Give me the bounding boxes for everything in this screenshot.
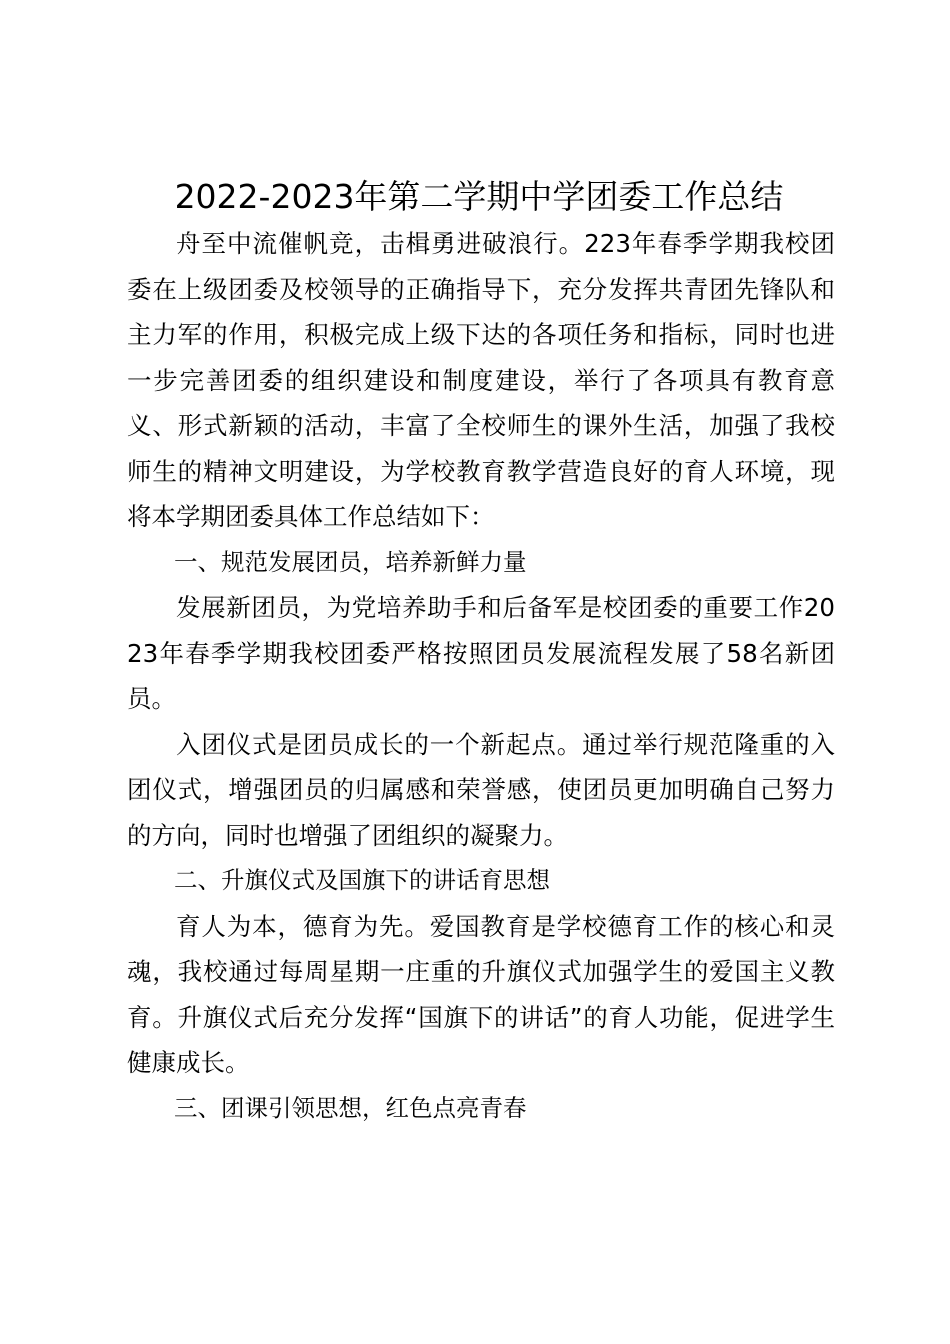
section-1-paragraph-2: 入团仪式是团员成长的一个新起点。通过举行规范隆重的入团仪式，增强团员的归属感和荣誉感，使团员更加明确自己努力的方向，同时也增强了团组织的凝聚力。: [127, 729, 835, 850]
document-title: 2022-2023年第二学期中学团委工作总结: [174, 177, 784, 216]
document-body: [127, 221, 835, 1131]
section-heading-1: 一、规范发展团员，培养新鲜力量: [174, 547, 527, 576]
intro-paragraph: 舟至中流催帆竞，击楫勇进破浪行。223年春季学期我校团委在上级团委及校领导的正确指导下，充分发挥共青团先锋队和主力军的作用，积极完成上级下达的各项任务和指标，同时也进一步完善团委的组织建设和制度建设，举行了各项具有教育意义、形式新颖的活动，丰富了全校师生的课外生活，加强了我校师生的精神文明建设，为学校教育教学营造良好的育人环境，现将本学期团委具体工作总结如下：: [127, 229, 835, 531]
section-heading-3: 三、团课引领思想，红色点亮青春: [174, 1093, 527, 1122]
section-1-paragraph-1: 发展新团员，为党培养助手和后备军是校团委的重要工作2023年春季学期我校团委严格按照团员发展流程发展了58名新团员。: [127, 593, 835, 713]
section-2-paragraph-1: 育人为本，德育为先。爱国教育是学校德育工作的核心和灵魂，我校通过每周星期一庄重的升旗仪式加强学生的爱国主义教育。升旗仪式后充分发挥“国旗下的讲话”的育人功能，促进学生健康成长。: [127, 911, 835, 1077]
section-heading-2: 二、升旗仪式及国旗下的讲话育思想: [174, 866, 550, 894]
